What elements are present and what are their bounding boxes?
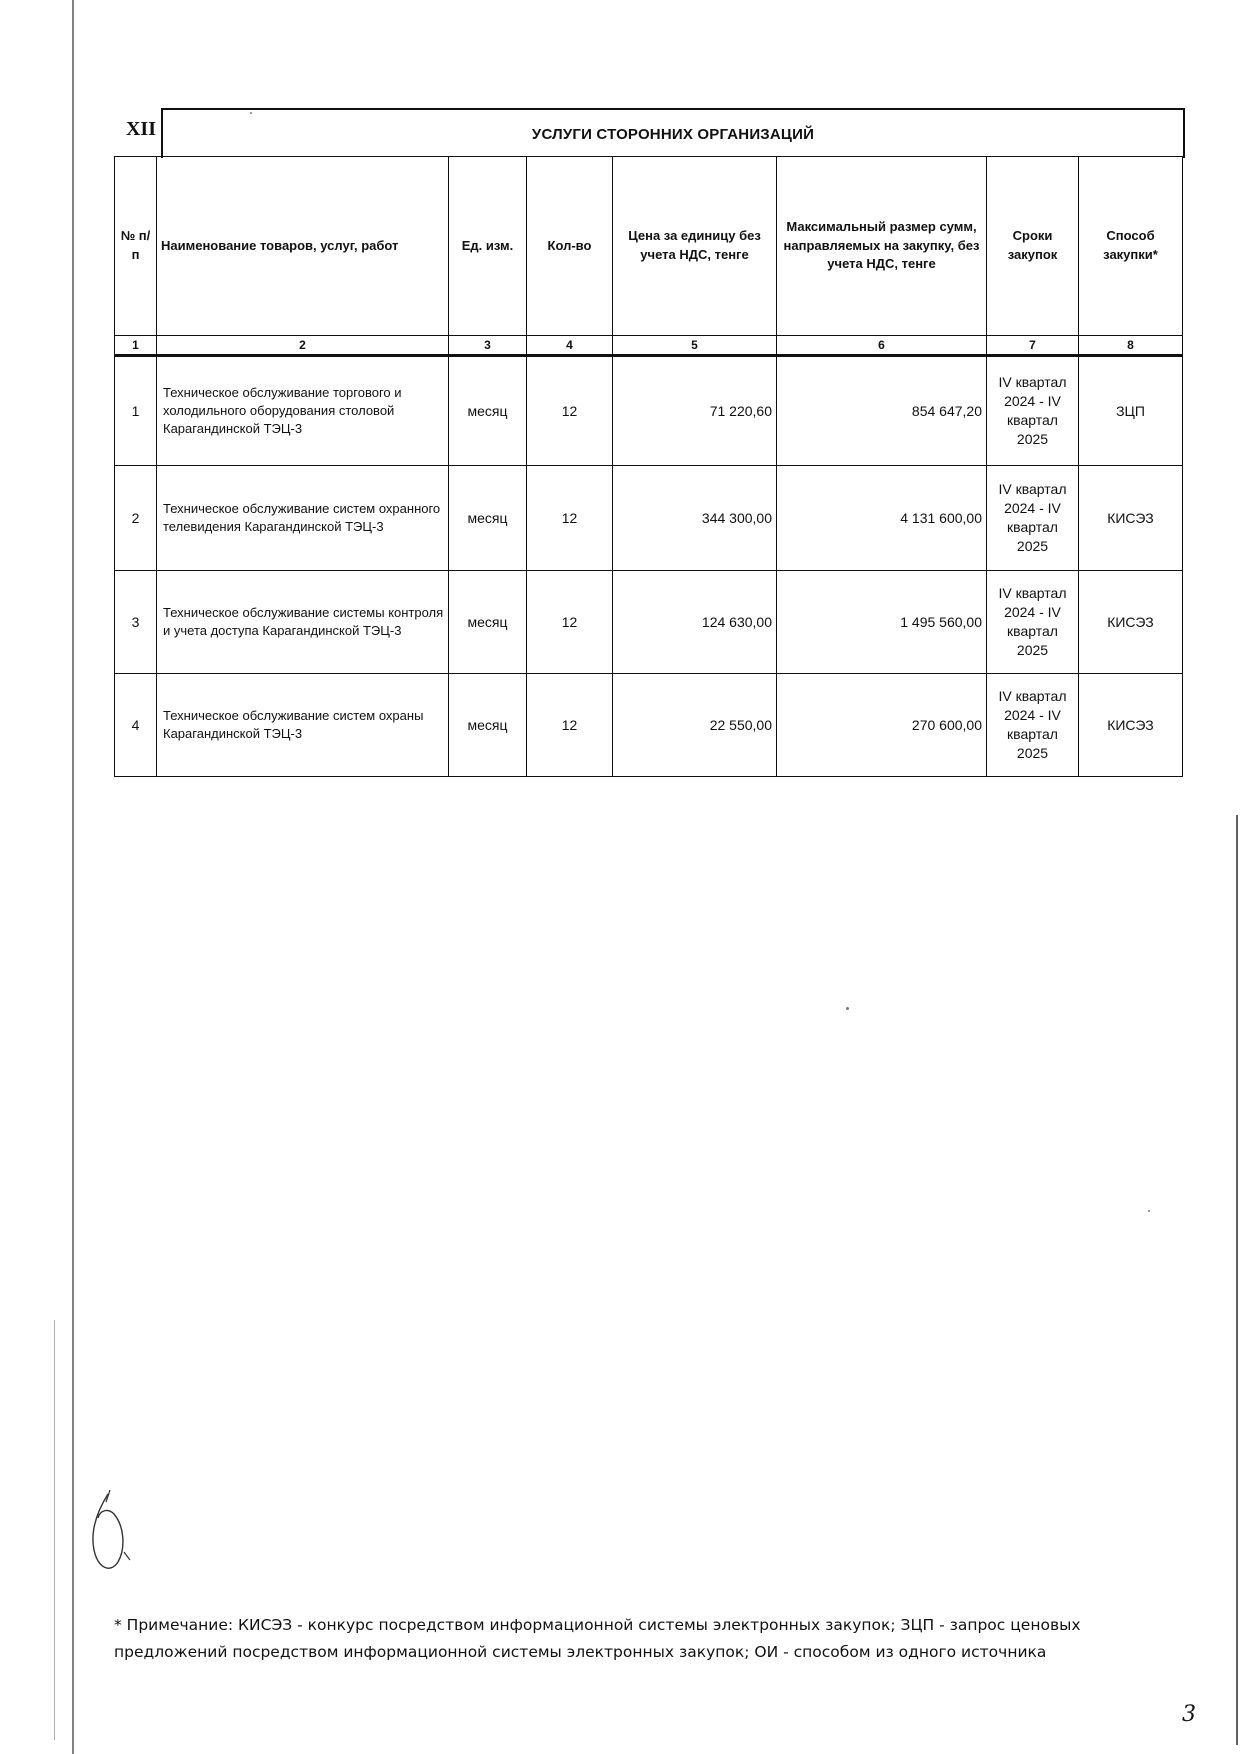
method-cell: КИСЭЗ — [1079, 674, 1183, 777]
unit-cell: месяц — [449, 674, 527, 777]
header-method: Способ закупки* — [1079, 157, 1183, 336]
page-number: 3 — [1182, 1702, 1196, 1727]
table-row — [115, 674, 1183, 777]
column-number-row — [115, 336, 1183, 356]
column-number: 3 — [449, 336, 527, 356]
method-cell: КИСЭЗ — [1079, 571, 1183, 674]
scan-right-edge — [1236, 815, 1238, 1745]
row-number: 2 — [115, 466, 157, 571]
quantity-cell: 12 — [527, 466, 613, 571]
max-amount-cell: 4 131 600,00 — [777, 466, 987, 571]
column-number: 4 — [527, 336, 613, 356]
header-qty: Кол-во — [527, 157, 613, 336]
row-number: 3 — [115, 571, 157, 674]
method-cell: ЗЦП — [1079, 356, 1183, 466]
quantity-cell: 12 — [527, 571, 613, 674]
period-cell: IV квартал 2024 - IV квартал 2025 — [987, 356, 1079, 466]
table-header-row — [115, 157, 1183, 336]
column-number: 1 — [115, 336, 157, 356]
header-max-amount: Максимальный размер сумм, направляемых на закупку, без учета НДС, тенге — [777, 157, 987, 336]
column-number: 2 — [157, 336, 449, 356]
quantity-cell: 12 — [527, 356, 613, 466]
section-number: XII — [125, 118, 156, 140]
unit-cell: месяц — [449, 356, 527, 466]
header-num: № п/п — [115, 157, 157, 336]
column-number: 5 — [613, 336, 777, 356]
service-name: Техническое обслуживание систем охранного телевидения Карагандинской ТЭЦ-3 — [157, 466, 449, 571]
unit-price-cell: 71 220,60 — [613, 356, 777, 466]
table-row — [115, 571, 1183, 674]
table-row — [115, 466, 1183, 571]
handwritten-signature — [80, 1488, 140, 1588]
header-period: Сроки закупок — [987, 157, 1079, 336]
table-row — [115, 356, 1183, 466]
column-number: 8 — [1079, 336, 1183, 356]
section-title: УСЛУГИ СТОРОННИХ ОРГАНИЗАЦИЙ — [161, 108, 1185, 158]
scan-left-edge — [72, 0, 74, 1754]
row-number: 4 — [115, 674, 157, 777]
row-number: 1 — [115, 356, 157, 466]
period-cell: IV квартал 2024 - IV квартал 2025 — [987, 571, 1079, 674]
unit-cell: месяц — [449, 571, 527, 674]
period-cell: IV квартал 2024 - IV квартал 2025 — [987, 674, 1079, 777]
service-name: Техническое обслуживание торгового и холодильного оборудования столовой Карагандинской ТЭЦ-3 — [157, 356, 449, 466]
service-name: Техническое обслуживание системы контроля и учета доступа Карагандинской ТЭЦ-3 — [157, 571, 449, 674]
quantity-cell: 12 — [527, 674, 613, 777]
unit-price-cell: 124 630,00 — [613, 571, 777, 674]
scan-speck — [846, 1007, 849, 1010]
service-name: Техническое обслуживание систем охраны Карагандинской ТЭЦ-3 — [157, 674, 449, 777]
column-number: 7 — [987, 336, 1079, 356]
column-number: 6 — [777, 336, 987, 356]
header-name: Наименование товаров, услуг, работ — [157, 157, 449, 336]
scan-left-edge-lower — [54, 1320, 55, 1740]
unit-price-cell: 22 550,00 — [613, 674, 777, 777]
header-price: Цена за единицу без учета НДС, тенге — [613, 157, 777, 336]
method-cell: КИСЭЗ — [1079, 466, 1183, 571]
header-unit: Ед. изм. — [449, 157, 527, 336]
footnote: * Примечание: КИСЭЗ - конкурс посредством информационной системы электронных закупок; ЗЦП - запрос ценовых предложений посредством информационной системы электронных закупок; ОИ - способом из одного источника — [114, 1616, 1081, 1661]
scan-speck — [1148, 1210, 1150, 1212]
procurement-table — [114, 156, 1183, 777]
max-amount-cell: 854 647,20 — [777, 356, 987, 466]
max-amount-cell: 270 600,00 — [777, 674, 987, 777]
period-cell: IV квартал 2024 - IV квартал 2025 — [987, 466, 1079, 571]
unit-cell: месяц — [449, 466, 527, 571]
max-amount-cell: 1 495 560,00 — [777, 571, 987, 674]
unit-price-cell: 344 300,00 — [613, 466, 777, 571]
